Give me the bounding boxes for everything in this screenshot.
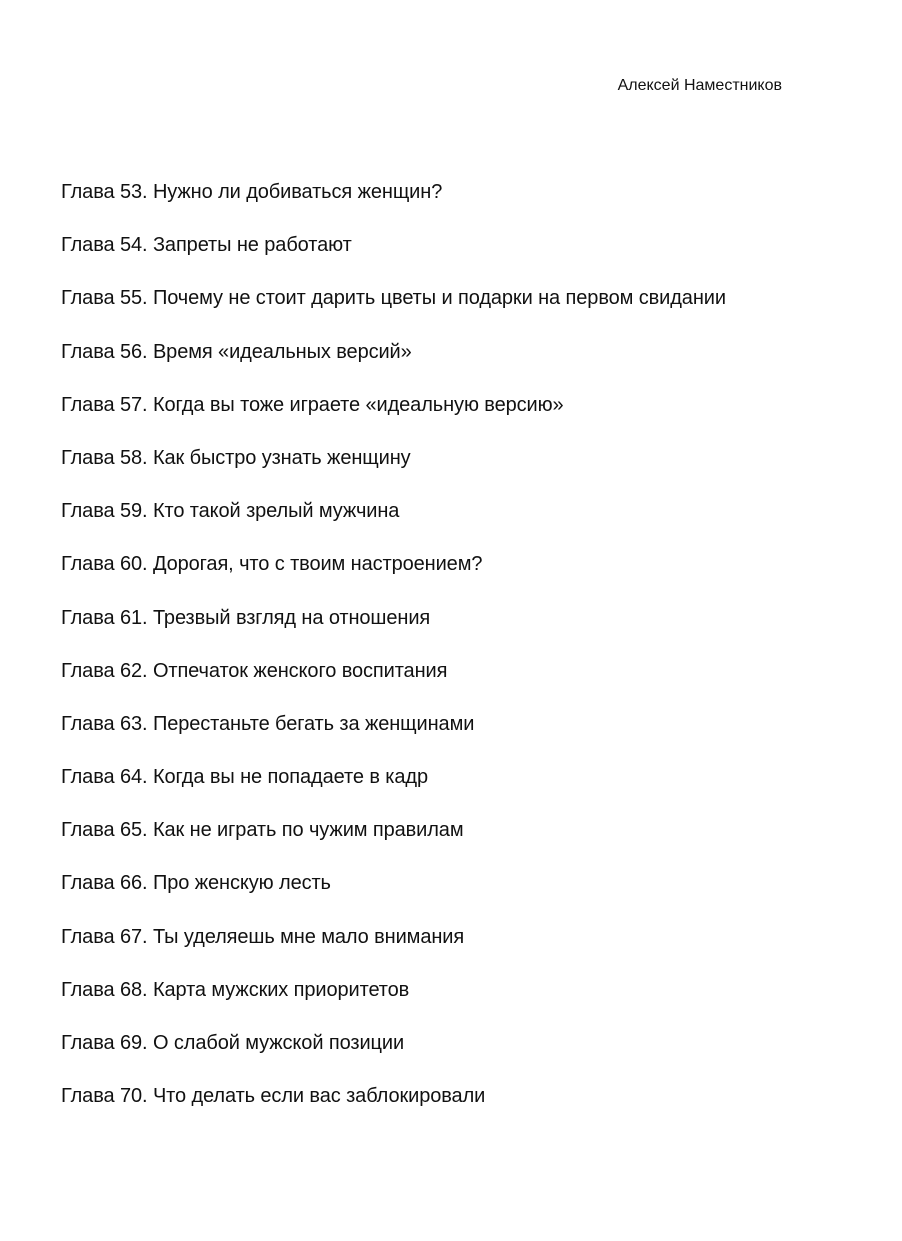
toc-item-chapter-63: Глава 63. Перестаньте бегать за женщинами: [61, 712, 475, 735]
toc-item-chapter-57: Глава 57. Когда вы тоже играете «идеальную версию»: [61, 393, 564, 416]
toc-item-chapter-62: Глава 62. Отпечаток женского воспитания: [61, 659, 448, 682]
toc-item-chapter-70: Глава 70. Что делать если вас заблокировали: [61, 1085, 486, 1108]
page-header-author: Алексей Наместников: [617, 77, 782, 94]
toc-item-chapter-68: Глава 68. Карта мужских приоритетов: [61, 978, 410, 1001]
toc-item-chapter-61: Глава 61. Трезвый взгляд на отношения: [61, 606, 431, 629]
toc-item-chapter-66: Глава 66. Про женскую лесть: [61, 872, 331, 895]
toc-item-chapter-65: Глава 65. Как не играть по чужим правилам: [61, 819, 464, 842]
toc-item-chapter-55: Глава 55. Почему не стоит дарить цветы и подарки на первом свидании: [61, 287, 726, 310]
toc-item-chapter-60: Глава 60. Дорогая, что с твоим настроением?: [61, 553, 483, 576]
toc-item-chapter-69: Глава 69. О слабой мужской позиции: [61, 1032, 405, 1054]
toc-item-chapter-67: Глава 67. Ты уделяешь мне мало внимания: [61, 925, 465, 948]
table-of-contents: [61, 179, 726, 1136]
toc-item-chapter-59: Глава 59. Кто такой зрелый мужчина: [61, 500, 400, 523]
toc-item-chapter-56: Глава 56. Время «идеальных версий»: [61, 340, 412, 363]
toc-item-chapter-53: Глава 53. Нужно ли добиваться женщин?: [61, 181, 443, 203]
toc-item-chapter-54: Глава 54. Запреты не работают: [61, 234, 352, 257]
toc-item-chapter-64: Глава 64. Когда вы не попадаете в кадр: [61, 766, 429, 789]
toc-item-chapter-58: Глава 58. Как быстро узнать женщину: [61, 446, 411, 469]
